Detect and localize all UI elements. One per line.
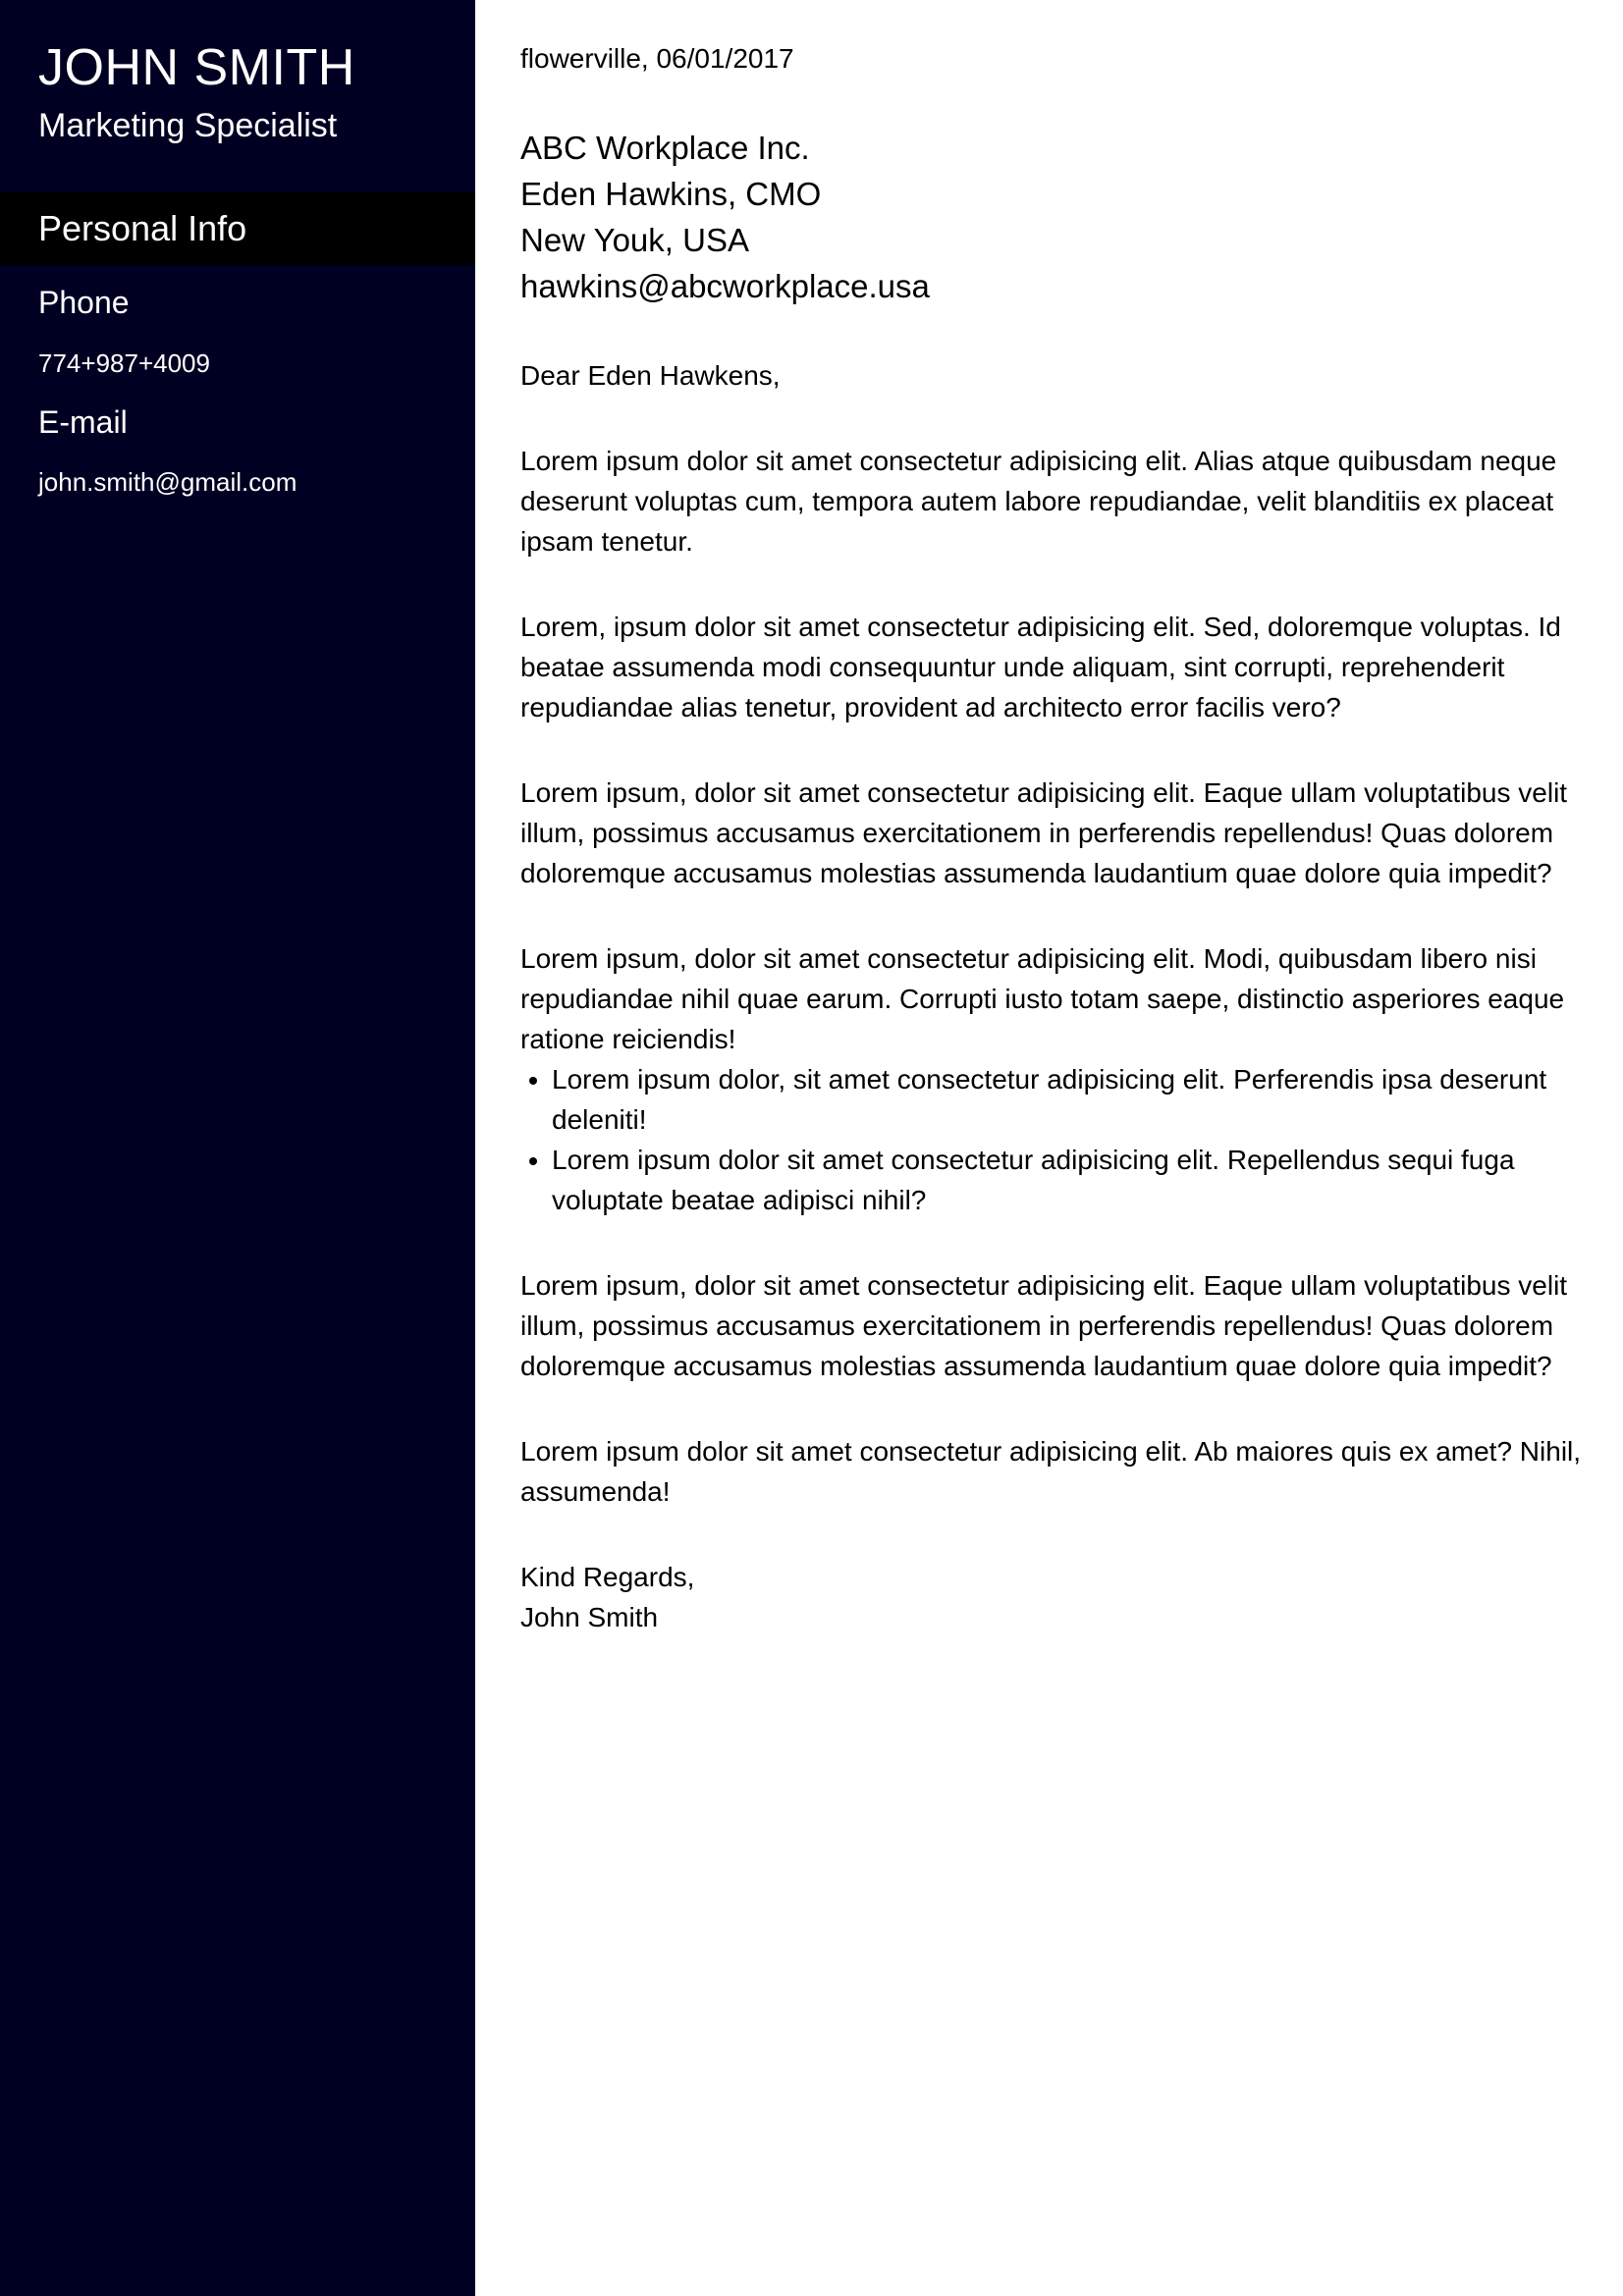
personal-info-title: Personal Info [38, 208, 247, 248]
recipient-email: hawkins@abcworkplace.usa [520, 268, 930, 304]
closing-phrase: Kind Regards, [520, 1562, 695, 1592]
phone-label: Phone [38, 285, 130, 320]
bullet-item: • Lorem ipsum dolor sit amet consectetur adipisicing elit. Repellendus sequi fuga voluptate beatae adipisci nihil? [552, 1140, 1620, 1220]
candidate-name: JOHN SMITH [38, 39, 355, 96]
letter-body [520, 355, 1620, 1637]
place-date: flowerville, 06/01/2017 [520, 43, 794, 74]
recipient-person: Eden Hawkins, CMO [520, 176, 822, 212]
bullet-list [520, 1059, 1620, 1220]
recipient-company: ABC Workplace Inc. [520, 130, 810, 166]
sidebar [0, 0, 475, 2296]
phone-value: 774+987+4009 [38, 348, 210, 378]
closing-block [520, 1557, 1620, 1637]
paragraph: Lorem ipsum, dolor sit amet consectetur adipisicing elit. Eaque ullam voluptatibus velit illum, possimus accusamus exercitationem in perferendis repellendus! Quas dolorem doloremque accusamus molestias assumenda laudantium quae dolore quia impedit? [520, 777, 1568, 888]
personal-info-header [0, 192, 475, 265]
paragraph: Lorem, ipsum dolor sit amet consectetur adipisicing elit. Sed, doloremque voluptas. Id beatae assumenda modi consequuntur unde aliquam, sint corrupti, reprehenderit repudiandae alias tenetur, provident ad architecto error facilis vero? [520, 612, 1561, 722]
paragraph: Lorem ipsum, dolor sit amet consectetur adipisicing elit. Eaque ullam voluptatibus velit illum, possimus accusamus exercitationem in perferendis repellendus! Quas dolorem doloremque accusamus molestias assumenda laudantium quae dolore quia impedit? [520, 1270, 1568, 1381]
bullet-item: • Lorem ipsum dolor, sit amet consectetur adipisicing elit. Perferendis ipsa deserunt deleniti! [552, 1059, 1620, 1140]
recipient-block [520, 125, 930, 309]
paragraph: Lorem ipsum dolor sit amet consectetur adipisicing elit. Alias atque quibusdam neque deserunt voluptas cum, tempora autem labore repudiandae, velit blanditiis ex placeat ipsam tenetur. [520, 446, 1557, 557]
signature: John Smith [520, 1602, 659, 1632]
paragraph: Lorem ipsum dolor sit amet consectetur adipisicing elit. Ab maiores quis ex amet? Nihil, assumenda! [520, 1436, 1582, 1507]
paragraph: Lorem ipsum, dolor sit amet consectetur adipisicing elit. Modi, quibusdam libero nisi repudiandae nihil quae earum. Corrupti iusto totam saepe, distinctio asperiores eaque ratione reiciendis! [520, 943, 1565, 1054]
greeting: Dear Eden Hawkens, [520, 360, 781, 391]
email-value: john.smith@gmail.com [38, 467, 298, 497]
recipient-location: New Youk, USA [520, 222, 749, 258]
candidate-job-title: Marketing Specialist [38, 107, 338, 144]
email-label: E-mail [38, 404, 128, 440]
